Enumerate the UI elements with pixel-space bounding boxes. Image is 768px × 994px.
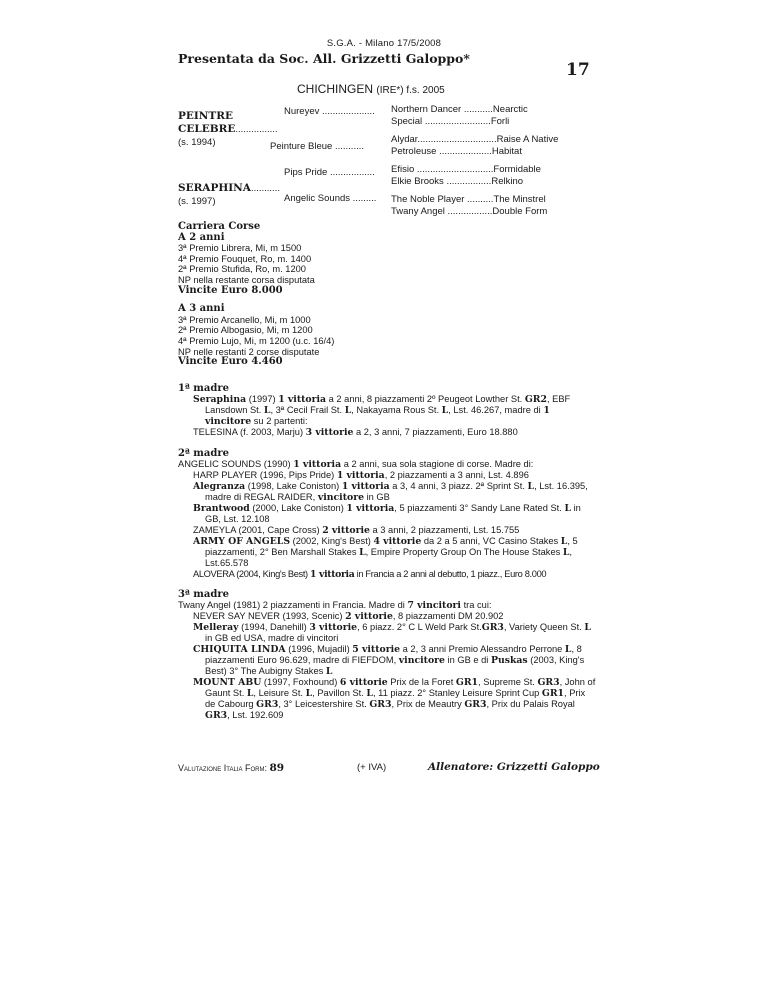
- age2-title: A 2 anni: [178, 231, 225, 243]
- second-dam-produce: ALOVERA (2004, King's Best) 1 vittoria in Francia a 2 anni al debutto, 1 piazz., Euro 8.000: [193, 569, 547, 580]
- lot-number: 17: [566, 60, 590, 80]
- horse-info: (IRE*) f.s. 2005: [376, 85, 445, 96]
- third-dam-title: 3ª madre: [178, 589, 229, 600]
- presenter: Presentata da Soc. All. Grizzetti Galoppo*: [178, 51, 470, 66]
- gp-peinture-bleue: Peinture Bleue ...........: [270, 141, 365, 152]
- second-dam-produce: ARMY OF ANGELS (2002, King's Best) 4 vittorie da 2 a 5 anni, VC Casino Stakes L, 5 piazzamenti, 2° Ben Marshall Stakes L, Empire Property Group On The House Stakes L, Lst.65.578: [193, 536, 578, 568]
- ggp-8: Twany Angel .................Double Form: [391, 206, 548, 217]
- gp-nureyev: Nureyev ....................: [284, 106, 375, 117]
- age2-line: 2ª Premio Stufida, Ro, m. 1200: [178, 264, 306, 275]
- career-section: [178, 222, 598, 368]
- sire-name-line2: CELEBRE................: [178, 123, 278, 135]
- second-dam-section: [178, 448, 598, 580]
- age2-line: 4ª Premio Fouquet, Ro, m. 1400: [178, 253, 312, 264]
- second-dam-produce: Alegranza (1998, Lake Coniston) 1 vittoria a 3, 4 anni, 3 piazz. 2ª Sprint St. L, Lst. 16.395, madre di REGAL RAIDER, vincitore in GB: [193, 481, 588, 503]
- age3-title: A 3 anni: [178, 303, 225, 315]
- sire-name: PEINTRE: [178, 110, 233, 122]
- age2-line: NP nella restante corsa disputata: [178, 274, 315, 285]
- second-dam-produce: Brantwood (2000, Lake Coniston) 1 vittoria, 5 piazzamenti 3° Sandy Lane Rated St. L in GB, Lst. 12.108: [193, 503, 581, 524]
- age3-line: 3ª Premio Arcanello, Mi, m 1000: [178, 314, 311, 325]
- second-dam-produce: ZAMEYLA (2001, Cape Cross) 2 vittorie a 3 anni, 2 piazzamenti, Lst. 15.755: [193, 525, 520, 536]
- first-dam-record: Seraphina (1997) 1 vittoria a 2 anni, 8 piazzamenti 2º Peugeot Lowther St. GR2, EBF Lansdown St. L, 3ª Cecil Frail St. L, Nakayama Rous St. L, Lst. 46.267, madre di 1 vincitore su 2 partenti:: [193, 394, 571, 427]
- second-dam-title: 2ª madre: [178, 448, 229, 459]
- third-dam-produce: CHIQUITA LINDA (1996, Mujadil) 5 vittorie a 2, 3 anni Premio Alessandro Perrone L, 8 piazzamenti Euro 96.629, madre di FIEFDOM, vincitore in GB e di Puskas (2003, King's Best) 3° The Aubigny Stakes L: [193, 644, 585, 677]
- dam-name: SERAPHINA...........: [178, 182, 280, 194]
- second-dam-produce: HARP PLAYER (1996, Pips Pride) 1 vittoria, 2 piazzamenti a 3 anni, Lst. 4.896: [193, 470, 529, 481]
- age3-winnings: Vincite Euro 4.460: [178, 356, 283, 368]
- dam-year: (s. 1997): [178, 196, 216, 207]
- trainer: Allenatore: Grizzetti Galoppo: [428, 761, 600, 773]
- age3-line: 2ª Premio Albogasio, Mi, m 1200: [178, 325, 313, 336]
- ggp-4: Petroleuse ....................Habitat: [391, 146, 522, 157]
- horse-title: [297, 82, 445, 96]
- ggp-7: The Noble Player ..........The Minstrel: [391, 194, 546, 205]
- ggp-5: Efisio .............................Formidable: [391, 164, 541, 175]
- auction-header: S.G.A. - Milano 17/5/2008: [326, 38, 442, 49]
- third-dam-produce: Melleray (1994, Danehill) 3 vittorie, 6 piazz. 2° C L Weld Park St.GR3, Variety Queen St. L in GB ed USA, madre di vincitori: [193, 622, 591, 643]
- first-dam-title: 1ª madre: [178, 383, 229, 394]
- third-dam-produce: MOUNT ABU (1997, Foxhound) 6 vittorie Prix de la Foret GR1, Supreme St. GR3, John of Gaunt St. L, Leisure St. L, Pavillon St. L, 11 piazz. 2° Stanley Leisure Sprint Cup GR1, Prix de Cabourg GR3, 3° Leicestershire St. GR3, Prix de Meautry GR3, Prix du Palais Royal GR3, Lst. 192.609: [193, 677, 596, 721]
- ggp-6: Elkie Brooks .................Relkino: [391, 176, 524, 187]
- third-dam-record: Twany Angel (1981) 2 piazzamenti in Francia. Madre di 7 vincitori tra cui:: [178, 600, 492, 611]
- ggp-2: Special .........................Forli: [391, 116, 510, 127]
- horse-name: CHICHINGEN: [297, 82, 374, 96]
- career-title: Carriera Corse: [178, 221, 261, 232]
- third-dam-produce: NEVER SAY NEVER (1993, Scenic) 2 vittorie, 8 piazzamenti DM 20.902: [193, 611, 504, 622]
- age2-winnings: Vincite Euro 8.000: [178, 284, 283, 296]
- sire-year: (s. 1994): [178, 137, 216, 148]
- age3-line: NP nelle restanti 2 corse disputate: [178, 346, 320, 357]
- first-dam-produce: TELESINA (f. 2003, Marju) 3 vittorie a 2, 3 anni, 7 piazzamenti, Euro 18.880: [193, 427, 518, 438]
- age3-line: 4ª Premio Lujo, Mi, m 1200 (u.c. 16/4): [178, 335, 335, 346]
- third-dam-section: [178, 589, 598, 721]
- age2-line: 3ª Premio Librera, Mi, m 1500: [178, 243, 302, 254]
- second-dam-record: ANGELIC SOUNDS (1990) 1 vittoria a 2 anni, sua sola stagione di corse. Madre di:: [178, 459, 534, 470]
- first-dam-section: [178, 383, 598, 438]
- gp-pips-pride: Pips Pride .................: [284, 167, 375, 178]
- ggp-3: Alydar..............................Raise A Native: [391, 134, 559, 145]
- ggp-1: Northern Dancer ...........Nearctic: [391, 104, 528, 115]
- iva-note: (+ IVA): [357, 762, 387, 773]
- gp-angelic-sounds: Angelic Sounds .........: [284, 193, 377, 204]
- valutazione: Valutazione Italia Form: 89: [178, 762, 285, 774]
